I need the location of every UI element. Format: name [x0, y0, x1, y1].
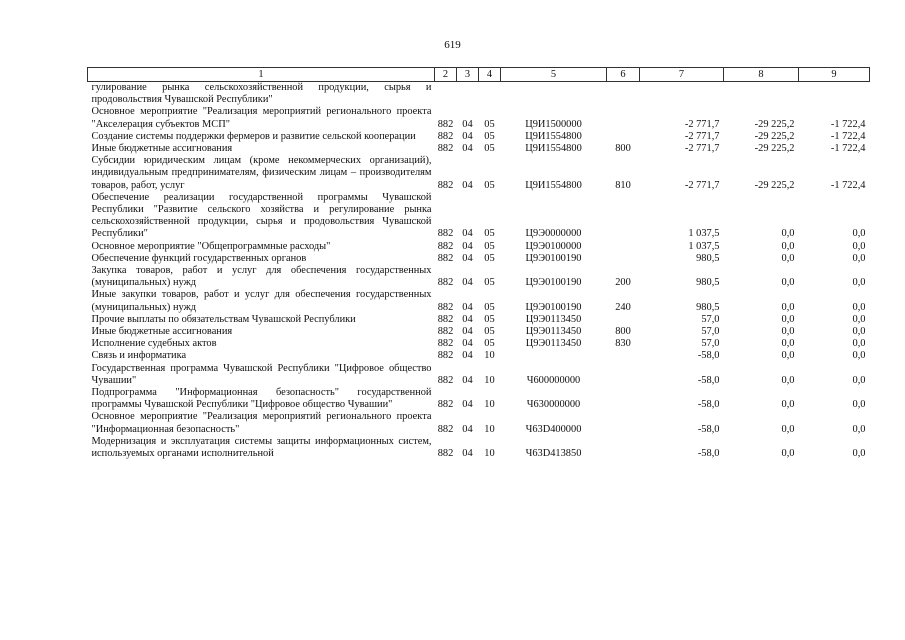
expense-type-code [607, 106, 640, 130]
table-row [88, 241, 870, 253]
section-code: 04 [462, 399, 473, 411]
subsection-code: 10 [484, 448, 495, 460]
admin-code: 882 [437, 301, 454, 313]
amount-col7: -58,0 [697, 374, 720, 386]
expense-type-code: 200 [615, 277, 631, 289]
subsection-code: 05 [484, 118, 495, 130]
section-code: 04 [462, 179, 473, 191]
subsection-code: 10 [484, 423, 495, 435]
expense-type-code [607, 253, 640, 265]
table-row [88, 436, 870, 460]
amount-col9: -1 722,4 [830, 118, 866, 130]
amount-col8: 0,0 [781, 399, 795, 411]
table-row [88, 314, 870, 326]
section-code: 04 [462, 143, 473, 155]
subsection-code: 05 [484, 252, 495, 264]
expense-type-code [607, 436, 640, 460]
item-name: Иные закупки товаров, работ и услуг для обеспечения государственных (муниципальных) нужд [91, 289, 432, 313]
section-code: 04 [462, 313, 473, 325]
amount-col8: -29 225,2 [754, 179, 795, 191]
amount-col7: -58,0 [697, 448, 720, 460]
admin-code: 882 [437, 374, 454, 386]
item-name: Государственная программа Чувашской Республики "Цифровое общество Чувашии" [91, 362, 432, 386]
admin-code: 882 [437, 326, 454, 338]
amount-col7: 57,0 [701, 313, 720, 325]
col-header: 8 [724, 68, 799, 82]
table-row [88, 192, 870, 241]
target-article-code: Ч600000000 [526, 374, 581, 386]
amount-col9: 0,0 [852, 338, 866, 350]
expense-type-code [607, 82, 640, 107]
subsection-code: 05 [484, 228, 495, 240]
subsection-code [479, 82, 501, 107]
target-article-code: Ц9Э0100190 [525, 252, 582, 264]
amount-col8: 0,0 [781, 374, 795, 386]
table-row [88, 82, 870, 107]
subsection-code: 10 [484, 374, 495, 386]
amount-col8: -29 225,2 [754, 143, 795, 155]
subsection-code: 10 [484, 399, 495, 411]
amount-col7: -2 771,7 [684, 143, 720, 155]
expense-type-code: 830 [615, 338, 631, 350]
section-code: 04 [462, 448, 473, 460]
subsection-code: 05 [484, 338, 495, 350]
table-row [88, 131, 870, 143]
amount-col7 [640, 82, 724, 107]
admin-code: 882 [437, 143, 454, 155]
item-name: Иные бюджетные ассигнования [91, 143, 233, 155]
amount-col7: -58,0 [697, 399, 720, 411]
budget-table [87, 67, 870, 460]
amount-col8: -29 225,2 [754, 130, 795, 142]
section-code [457, 82, 479, 107]
item-name: Исполнение судебных актов [91, 338, 217, 350]
target-article-code: Ц9Э0100190 [525, 277, 582, 289]
amount-col8: 0,0 [781, 448, 795, 460]
item-name: Создание системы поддержки фермеров и развитие сельской кооперации [91, 130, 416, 142]
subsection-code: 05 [484, 313, 495, 325]
target-article-code: Ц9И1554800 [525, 143, 582, 155]
admin-code: 882 [437, 130, 454, 142]
expense-type-code: 800 [615, 143, 631, 155]
subsection-code: 05 [484, 301, 495, 313]
section-code: 04 [462, 326, 473, 338]
item-name: Связь и информатика [91, 350, 187, 362]
amount-col9: -1 722,4 [830, 179, 866, 191]
amount-col9: 0,0 [852, 240, 866, 252]
amount-col8: 0,0 [781, 313, 795, 325]
col-header: 9 [799, 68, 870, 82]
amount-col7: 980,5 [696, 252, 720, 264]
target-article-code [501, 350, 607, 362]
col-header: 3 [457, 68, 479, 82]
amount-col9: 0,0 [852, 399, 866, 411]
col-header: 7 [640, 68, 724, 82]
table-row [88, 411, 870, 435]
section-code: 04 [462, 252, 473, 264]
target-article-code: Ц9Э0000000 [525, 228, 582, 240]
table-row [88, 265, 870, 289]
admin-code [435, 82, 457, 107]
item-name: Подпрограмма "Информационная безопасность" государственной программы Чувашской Республики "Цифровое общество Чувашии" [91, 387, 432, 411]
amount-col8: 0,0 [781, 228, 795, 240]
section-code: 04 [462, 118, 473, 130]
subsection-code: 05 [484, 179, 495, 191]
amount-col9: 0,0 [852, 448, 866, 460]
amount-col8 [724, 82, 799, 107]
subsection-code: 10 [484, 350, 495, 362]
col-header: 5 [501, 68, 607, 82]
header-row [88, 68, 870, 82]
expense-type-code [607, 192, 640, 241]
item-name: Основное мероприятие "Реализация мероприятий регионального проекта "Акселерация субъектов МСП" [91, 106, 432, 130]
table-row [88, 326, 870, 338]
amount-col9: 0,0 [852, 326, 866, 338]
target-article-code: Ц9И1554800 [525, 130, 582, 142]
amount-col9: 0,0 [852, 423, 866, 435]
section-code: 04 [462, 277, 473, 289]
target-article-code: Ц9Э0113450 [525, 326, 582, 338]
amount-col8: 0,0 [781, 240, 795, 252]
amount-col8: 0,0 [781, 338, 795, 350]
amount-col8: 0,0 [781, 423, 795, 435]
amount-col9: 0,0 [852, 313, 866, 325]
table-row [88, 253, 870, 265]
section-code: 04 [462, 350, 473, 362]
amount-col7: 57,0 [701, 326, 720, 338]
expense-type-code: 800 [615, 326, 631, 338]
expense-type-code [607, 314, 640, 326]
expense-type-code: 810 [615, 179, 631, 191]
expense-type-code [607, 241, 640, 253]
amount-col9: -1 722,4 [830, 130, 866, 142]
amount-col9: 0,0 [852, 252, 866, 264]
admin-code: 882 [437, 313, 454, 325]
section-code: 04 [462, 301, 473, 313]
target-article-code: Ч63D413850 [525, 448, 582, 460]
amount-col7: 1 037,5 [688, 240, 720, 252]
section-code: 04 [462, 338, 473, 350]
admin-code: 882 [437, 350, 454, 362]
col-header: 1 [88, 68, 435, 82]
expense-type-code [607, 350, 640, 362]
section-code: 04 [462, 423, 473, 435]
amount-col9: 0,0 [852, 277, 866, 289]
admin-code: 882 [437, 179, 454, 191]
admin-code: 882 [437, 338, 454, 350]
expense-type-code [607, 131, 640, 143]
item-name: Модернизация и эксплуатация системы защиты информационных систем, используемых органами исполнительной [91, 435, 432, 460]
col-header: 4 [479, 68, 501, 82]
amount-col9: 0,0 [852, 228, 866, 240]
item-name: Субсидии юридическим лицам (кроме некоммерческих организаций), индивидуальным предпринимателям, физическим лицам – производителям товаров, работ, услуг [91, 155, 432, 191]
expense-type-code [607, 363, 640, 387]
table-row [88, 143, 870, 155]
item-name: Закупка товаров, работ и услуг для обеспечения государственных (муниципальных) нужд [91, 265, 432, 289]
target-article-code: Ц9Э0100000 [525, 240, 582, 252]
expense-type-code [607, 411, 640, 435]
item-name: Обеспечение функций государственных органов [91, 252, 307, 264]
amount-col7: 980,5 [696, 277, 720, 289]
admin-code: 882 [437, 423, 454, 435]
page-number: 619 [444, 39, 461, 51]
amount-col9: 0,0 [852, 350, 866, 362]
target-article-code: Ц9Э0113450 [525, 338, 582, 350]
amount-col7: -2 771,7 [684, 130, 720, 142]
expense-type-code [607, 387, 640, 411]
item-name: Обеспечение реализации государственной программы Чувашской Республики "Развитие сельского хозяйства и регулирование рынка сельскохозяйственной продукции, сырья и продовольствия Чувашской Республики" [91, 191, 432, 240]
admin-code: 882 [437, 228, 454, 240]
target-article-code: Ц9И1500000 [525, 118, 582, 130]
table-row [88, 363, 870, 387]
target-article-code: Ч630000000 [526, 399, 581, 411]
admin-code: 882 [437, 399, 454, 411]
amount-col9: 0,0 [852, 374, 866, 386]
target-article-code: Ц9И1554800 [525, 179, 582, 191]
target-article-code [501, 82, 607, 107]
amount-col7: -58,0 [697, 423, 720, 435]
table-row [88, 289, 870, 313]
subsection-code: 05 [484, 143, 495, 155]
item-name: Основное мероприятие "Реализация мероприятий регионального проекта "Информационная безопасность" [91, 411, 432, 435]
table-row [88, 338, 870, 350]
amount-col8: 0,0 [781, 252, 795, 264]
amount-col8: 0,0 [781, 326, 795, 338]
col-header: 6 [607, 68, 640, 82]
amount-col8: -29 225,2 [754, 118, 795, 130]
admin-code: 882 [437, 277, 454, 289]
subsection-code: 05 [484, 240, 495, 252]
item-name: Иные бюджетные ассигнования [91, 326, 233, 338]
section-code: 04 [462, 228, 473, 240]
item-name: гулирование рынка сельскохозяйственной продукции, сырья и продовольствия Чувашской Республики" [91, 82, 432, 106]
section-code: 04 [462, 130, 473, 142]
amount-col7: -2 771,7 [684, 118, 720, 130]
section-code: 04 [462, 374, 473, 386]
subsection-code: 05 [484, 277, 495, 289]
amount-col8: 0,0 [781, 301, 795, 313]
section-code: 04 [462, 240, 473, 252]
expense-type-code: 240 [615, 301, 631, 313]
amount-col7: 980,5 [696, 301, 720, 313]
admin-code: 882 [437, 448, 454, 460]
subsection-code: 05 [484, 326, 495, 338]
target-article-code: Ц9Э0113450 [525, 313, 582, 325]
table-row [88, 106, 870, 130]
admin-code: 882 [437, 240, 454, 252]
target-article-code: Ц9Э0100190 [525, 301, 582, 313]
amount-col7: -2 771,7 [684, 179, 720, 191]
admin-code: 882 [437, 252, 454, 264]
table-row [88, 350, 870, 362]
amount-col9: -1 722,4 [830, 143, 866, 155]
amount-col7: 57,0 [701, 338, 720, 350]
item-name: Основное мероприятие "Общепрограммные расходы" [91, 240, 331, 252]
target-article-code: Ч63D400000 [525, 423, 582, 435]
amount-col9: 0,0 [852, 301, 866, 313]
item-name: Прочие выплаты по обязательствам Чувашской Республики [91, 313, 356, 325]
amount-col7: -58,0 [697, 350, 720, 362]
amount-col9 [799, 82, 870, 107]
amount-col7: 1 037,5 [688, 228, 720, 240]
amount-col8: 0,0 [781, 277, 795, 289]
col-header: 2 [435, 68, 457, 82]
table-row [88, 387, 870, 411]
subsection-code: 05 [484, 130, 495, 142]
table-row [88, 155, 870, 192]
amount-col8: 0,0 [781, 350, 795, 362]
admin-code: 882 [437, 118, 454, 130]
